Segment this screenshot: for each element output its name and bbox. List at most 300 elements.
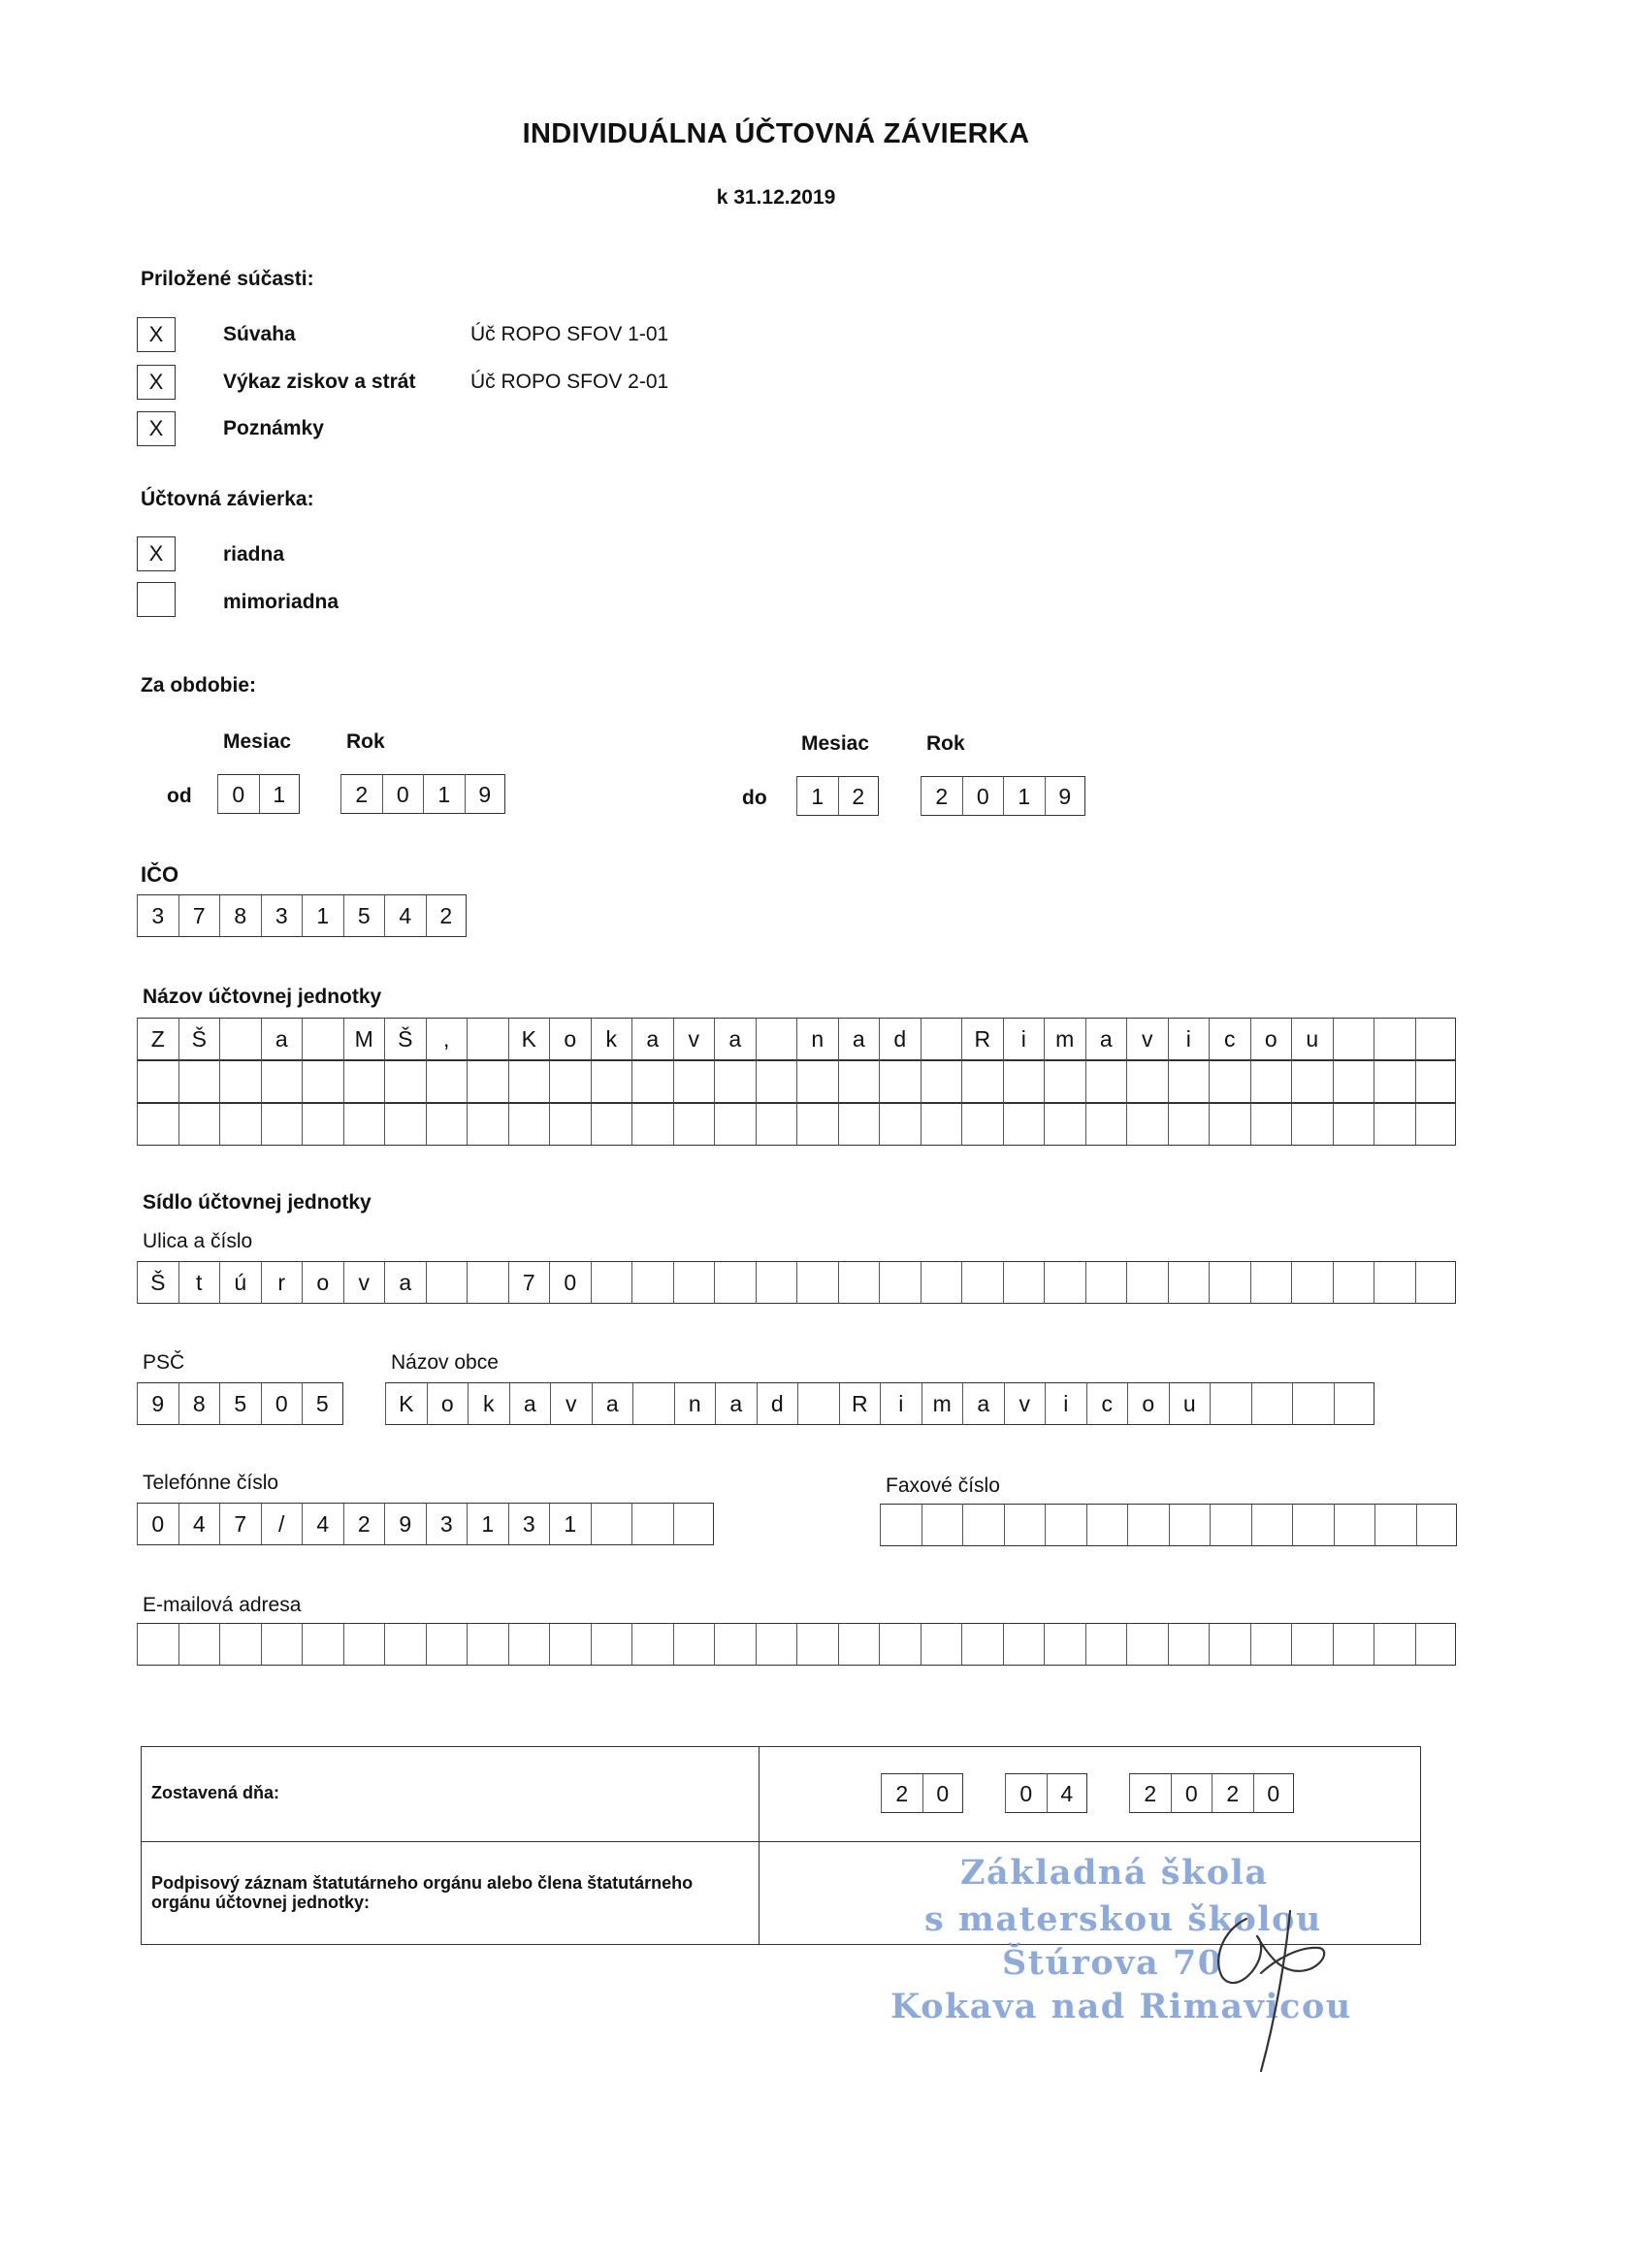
char-cell[interactable]: o	[1127, 1382, 1169, 1425]
handwritten-signature	[1193, 1901, 1358, 2076]
char-cell[interactable]	[591, 1060, 632, 1103]
char-cell[interactable]	[1374, 1103, 1415, 1146]
char-cell[interactable]	[1126, 1103, 1168, 1146]
char-cell[interactable]	[879, 1103, 921, 1146]
report-date: k 31.12.2019	[716, 186, 836, 209]
city-field[interactable]	[385, 1382, 1374, 1425]
digit-cell[interactable]: 2	[838, 776, 880, 816]
char-cell[interactable]	[1085, 1060, 1127, 1103]
char-cell[interactable]	[1209, 1103, 1250, 1146]
char-cell[interactable]: R	[839, 1382, 881, 1425]
char-cell[interactable]: K	[385, 1382, 427, 1425]
compiled-year-field[interactable]	[1129, 1773, 1294, 1813]
char-cell[interactable]: 7	[219, 1503, 261, 1545]
char-cell[interactable]	[796, 1060, 838, 1103]
char-cell[interactable]	[591, 1261, 632, 1304]
char-cell[interactable]: a	[592, 1382, 633, 1425]
char-cell[interactable]	[219, 1623, 261, 1666]
char-cell[interactable]: i	[1045, 1382, 1086, 1425]
char-cell[interactable]	[879, 1060, 921, 1103]
char-cell[interactable]: a	[962, 1382, 1004, 1425]
fax-field[interactable]	[880, 1504, 1457, 1546]
char-cell[interactable]	[961, 1623, 1003, 1666]
char-cell[interactable]	[261, 1103, 303, 1146]
psc-field[interactable]	[137, 1382, 343, 1425]
char-cell[interactable]	[838, 1261, 880, 1304]
char-cell[interactable]: n	[674, 1382, 716, 1425]
char-cell[interactable]	[261, 1623, 303, 1666]
char-cell[interactable]	[1168, 1261, 1210, 1304]
char-cell[interactable]: n	[796, 1018, 838, 1060]
char-cell[interactable]	[1210, 1504, 1251, 1546]
char-cell[interactable]: v	[1126, 1018, 1168, 1060]
to-label: do	[742, 787, 767, 809]
char-cell[interactable]	[508, 1623, 550, 1666]
from-month-label: Mesiac	[223, 730, 292, 753]
suvaha-label: Súvaha	[223, 323, 296, 345]
char-cell[interactable]: m	[922, 1382, 963, 1425]
char-cell[interactable]	[137, 1060, 178, 1103]
checkbox-poznamky[interactable]: X	[137, 411, 176, 446]
char-cell[interactable]	[1209, 1623, 1250, 1666]
char-cell[interactable]: R	[961, 1018, 1003, 1060]
char-cell[interactable]	[384, 1623, 426, 1666]
char-cell[interactable]	[508, 1103, 550, 1146]
char-cell[interactable]: 7	[508, 1261, 550, 1304]
char-cell[interactable]: a	[384, 1261, 426, 1304]
checkbox-riadna[interactable]: X	[137, 536, 176, 571]
char-cell[interactable]	[879, 1623, 921, 1666]
digit-cell[interactable]: 1	[796, 776, 838, 816]
char-cell[interactable]	[343, 1060, 385, 1103]
char-cell[interactable]	[1126, 1261, 1168, 1304]
char-cell[interactable]	[756, 1261, 797, 1304]
char-cell[interactable]	[467, 1261, 508, 1304]
char-cell[interactable]: 8	[219, 894, 261, 937]
digit-cell[interactable]: 2	[921, 776, 962, 816]
char-cell[interactable]	[1291, 1060, 1333, 1103]
char-cell[interactable]: 4	[178, 1503, 220, 1545]
char-cell[interactable]	[838, 1060, 880, 1103]
char-cell[interactable]: t	[178, 1261, 220, 1304]
char-cell[interactable]	[673, 1503, 715, 1545]
char-cell[interactable]	[796, 1623, 838, 1666]
char-cell[interactable]	[1003, 1623, 1045, 1666]
digit-cell[interactable]: 0	[217, 774, 259, 814]
char-cell[interactable]	[467, 1623, 508, 1666]
table-divider	[759, 1747, 760, 1944]
char-cell[interactable]	[714, 1623, 756, 1666]
char-cell[interactable]	[838, 1623, 880, 1666]
char-cell[interactable]: a	[714, 1018, 756, 1060]
char-cell[interactable]: k	[468, 1382, 509, 1425]
char-cell[interactable]	[714, 1261, 756, 1304]
char-cell[interactable]: d	[879, 1018, 921, 1060]
char-cell[interactable]	[1333, 1018, 1374, 1060]
char-cell[interactable]	[302, 1623, 343, 1666]
char-cell[interactable]	[673, 1060, 715, 1103]
to-month-field[interactable]	[796, 776, 879, 816]
char-cell[interactable]: 2	[426, 894, 468, 937]
char-cell[interactable]: Š	[384, 1018, 426, 1060]
char-cell[interactable]	[962, 1504, 1004, 1546]
char-cell[interactable]	[756, 1018, 797, 1060]
char-cell[interactable]	[1333, 1261, 1374, 1304]
digit-cell[interactable]: 0	[962, 776, 1004, 816]
city-label: Názov obce	[391, 1351, 499, 1374]
char-cell[interactable]	[1003, 1261, 1045, 1304]
char-cell[interactable]	[756, 1060, 797, 1103]
fax-label: Faxové číslo	[886, 1474, 1000, 1497]
char-cell[interactable]	[673, 1623, 715, 1666]
char-cell[interactable]	[1168, 1623, 1210, 1666]
char-cell[interactable]	[673, 1261, 715, 1304]
char-cell[interactable]	[1045, 1504, 1086, 1546]
checkbox-suvaha[interactable]: X	[137, 317, 176, 352]
char-cell[interactable]	[1085, 1103, 1127, 1146]
char-cell[interactable]	[838, 1103, 880, 1146]
char-cell[interactable]	[1168, 1060, 1210, 1103]
char-cell[interactable]	[1251, 1382, 1293, 1425]
char-cell[interactable]: d	[757, 1382, 798, 1425]
digit-cell[interactable]: 2	[881, 1773, 922, 1813]
checkbox-mimoriadna[interactable]	[137, 582, 176, 617]
char-cell[interactable]: v	[673, 1018, 715, 1060]
char-cell[interactable]: 5	[343, 894, 385, 937]
char-cell[interactable]	[508, 1060, 550, 1103]
char-cell[interactable]	[1168, 1103, 1210, 1146]
char-cell[interactable]	[756, 1623, 797, 1666]
char-cell[interactable]	[1044, 1060, 1085, 1103]
char-cell[interactable]: a	[509, 1382, 551, 1425]
char-cell[interactable]	[961, 1103, 1003, 1146]
char-cell[interactable]	[549, 1623, 591, 1666]
entity-name-row[interactable]	[137, 1018, 1456, 1060]
char-cell[interactable]	[426, 1623, 468, 1666]
char-cell[interactable]: /	[261, 1503, 303, 1545]
char-cell[interactable]	[384, 1060, 426, 1103]
char-cell[interactable]	[178, 1060, 220, 1103]
char-cell[interactable]: 1	[302, 894, 343, 937]
char-cell[interactable]	[1374, 1018, 1415, 1060]
to-month-label: Mesiac	[801, 732, 870, 755]
ico-label: IČO	[141, 862, 179, 887]
char-cell[interactable]: 5	[302, 1382, 343, 1425]
char-cell[interactable]	[591, 1623, 632, 1666]
char-cell[interactable]	[219, 1103, 261, 1146]
char-cell[interactable]	[1374, 1060, 1415, 1103]
char-cell[interactable]: 9	[137, 1382, 178, 1425]
digit-cell[interactable]: 0	[1005, 1773, 1047, 1813]
char-cell[interactable]	[384, 1103, 426, 1146]
poznamky-label: Poznámky	[223, 417, 324, 439]
char-cell[interactable]	[880, 1504, 922, 1546]
char-cell[interactable]: 0	[137, 1503, 178, 1545]
ico-field[interactable]	[137, 894, 467, 937]
char-cell[interactable]	[1126, 1623, 1168, 1666]
char-cell[interactable]	[1333, 1060, 1374, 1103]
char-cell[interactable]: 9	[384, 1503, 426, 1545]
char-cell[interactable]: 4	[302, 1503, 343, 1545]
char-cell[interactable]	[426, 1103, 468, 1146]
char-cell[interactable]	[1292, 1382, 1334, 1425]
char-cell[interactable]: k	[591, 1018, 632, 1060]
char-cell[interactable]	[591, 1503, 632, 1545]
char-cell[interactable]	[921, 1060, 962, 1103]
char-cell[interactable]	[796, 1261, 838, 1304]
char-cell[interactable]	[1291, 1623, 1333, 1666]
phone-label: Telefónne číslo	[143, 1472, 279, 1494]
char-cell[interactable]	[343, 1623, 385, 1666]
char-cell[interactable]: a	[838, 1018, 880, 1060]
char-cell[interactable]: 7	[178, 894, 220, 937]
char-cell[interactable]	[961, 1261, 1003, 1304]
char-cell[interactable]	[1127, 1504, 1169, 1546]
char-cell[interactable]	[1126, 1060, 1168, 1103]
char-cell[interactable]: ú	[219, 1261, 261, 1304]
from-month-field[interactable]	[217, 774, 300, 814]
char-cell[interactable]: i	[880, 1382, 922, 1425]
char-cell[interactable]: Š	[178, 1018, 220, 1060]
char-cell[interactable]	[1334, 1382, 1375, 1425]
char-cell[interactable]	[426, 1060, 468, 1103]
char-cell[interactable]	[1251, 1504, 1293, 1546]
char-cell[interactable]	[261, 1060, 303, 1103]
char-cell[interactable]	[302, 1018, 343, 1060]
digit-cell[interactable]: 0	[382, 774, 424, 814]
char-cell[interactable]: i	[1003, 1018, 1045, 1060]
char-cell[interactable]	[1210, 1382, 1251, 1425]
digit-cell[interactable]: 1	[259, 774, 301, 814]
char-cell[interactable]: 1	[549, 1503, 591, 1545]
char-cell[interactable]	[1169, 1504, 1211, 1546]
char-cell[interactable]	[1374, 1504, 1416, 1546]
char-cell[interactable]	[219, 1018, 261, 1060]
char-cell[interactable]: a	[1085, 1018, 1127, 1060]
char-cell[interactable]: 2	[343, 1503, 385, 1545]
char-cell[interactable]	[1085, 1261, 1127, 1304]
char-cell[interactable]	[137, 1103, 178, 1146]
digit-cell[interactable]: 1	[1003, 776, 1045, 816]
char-cell[interactable]	[921, 1018, 962, 1060]
from-year-label: Rok	[346, 730, 385, 753]
char-cell[interactable]	[343, 1103, 385, 1146]
char-cell[interactable]	[631, 1103, 673, 1146]
char-cell[interactable]: a	[715, 1382, 757, 1425]
digit-cell[interactable]: 0	[1253, 1773, 1295, 1813]
char-cell[interactable]: m	[1044, 1018, 1085, 1060]
stamp-line-2: s materskou školou	[924, 1899, 1322, 1939]
char-cell[interactable]: r	[261, 1261, 303, 1304]
from-label: od	[167, 785, 192, 807]
char-cell[interactable]	[549, 1060, 591, 1103]
char-cell[interactable]	[714, 1103, 756, 1146]
char-cell[interactable]	[673, 1103, 715, 1146]
char-cell[interactable]: 3	[508, 1503, 550, 1545]
char-cell[interactable]	[1291, 1103, 1333, 1146]
char-cell[interactable]: o	[427, 1382, 469, 1425]
char-cell[interactable]	[1004, 1504, 1046, 1546]
char-cell[interactable]	[1250, 1103, 1292, 1146]
char-cell[interactable]: K	[508, 1018, 550, 1060]
char-cell[interactable]: i	[1168, 1018, 1210, 1060]
char-cell[interactable]: a	[261, 1018, 303, 1060]
digit-cell[interactable]: 9	[465, 774, 506, 814]
char-cell[interactable]	[1333, 1623, 1374, 1666]
char-cell[interactable]: c	[1086, 1382, 1128, 1425]
char-cell[interactable]	[1044, 1103, 1085, 1146]
riadna-label: riadna	[223, 543, 285, 566]
char-cell[interactable]	[1044, 1261, 1085, 1304]
char-cell[interactable]	[631, 1060, 673, 1103]
char-cell[interactable]	[632, 1382, 674, 1425]
char-cell[interactable]	[1044, 1623, 1085, 1666]
seat-label: Sídlo účtovnej jednotky	[143, 1191, 372, 1214]
street-label: Ulica a číslo	[143, 1230, 253, 1252]
char-cell[interactable]	[1085, 1623, 1127, 1666]
char-cell[interactable]: M	[343, 1018, 385, 1060]
char-cell[interactable]: o	[549, 1018, 591, 1060]
char-cell[interactable]	[921, 1261, 962, 1304]
char-cell[interactable]	[1415, 1623, 1457, 1666]
char-cell[interactable]: a	[631, 1018, 673, 1060]
char-cell[interactable]: 0	[549, 1261, 591, 1304]
char-cell[interactable]: 0	[261, 1382, 303, 1425]
char-cell[interactable]: 1	[467, 1503, 508, 1545]
signature-label: Podpisový záznam štatutárneho orgánu alebo člena štatutárneho orgánu účtovnej jednotky:	[151, 1873, 694, 1912]
char-cell[interactable]: ,	[426, 1018, 468, 1060]
char-cell[interactable]	[178, 1103, 220, 1146]
to-year-field[interactable]	[921, 776, 1085, 816]
char-cell[interactable]: o	[302, 1261, 343, 1304]
char-cell[interactable]	[1333, 1103, 1374, 1146]
char-cell[interactable]	[219, 1060, 261, 1103]
char-cell[interactable]	[961, 1060, 1003, 1103]
from-year-field[interactable]	[340, 774, 505, 814]
char-cell[interactable]	[714, 1060, 756, 1103]
char-cell[interactable]	[1415, 1060, 1457, 1103]
email-label: E-mailová adresa	[143, 1594, 302, 1616]
suvaha-code: Úč ROPO SFOV 1-01	[470, 323, 669, 345]
entity-name-row[interactable]	[137, 1103, 1456, 1146]
street-field[interactable]	[137, 1261, 1456, 1304]
char-cell[interactable]	[137, 1623, 178, 1666]
char-cell[interactable]	[1250, 1623, 1292, 1666]
char-cell[interactable]	[922, 1504, 963, 1546]
compiled-day-field[interactable]	[881, 1773, 963, 1813]
char-cell[interactable]: 3	[137, 894, 178, 937]
digit-cell[interactable]: 2	[1129, 1773, 1171, 1813]
char-cell[interactable]: u	[1169, 1382, 1211, 1425]
char-cell[interactable]: 4	[384, 894, 426, 937]
statement-type-label: Účtovná závierka:	[141, 488, 314, 510]
digit-cell[interactable]: 2	[1212, 1773, 1253, 1813]
to-year-label: Rok	[926, 732, 965, 755]
char-cell[interactable]	[879, 1261, 921, 1304]
entity-name-row[interactable]	[137, 1060, 1456, 1103]
char-cell[interactable]	[921, 1623, 962, 1666]
digit-cell[interactable]: 4	[1047, 1773, 1088, 1813]
digit-cell[interactable]: 0	[922, 1773, 964, 1813]
char-cell[interactable]: o	[1250, 1018, 1292, 1060]
period-label: Za obdobie:	[141, 674, 256, 697]
char-cell[interactable]: u	[1291, 1018, 1333, 1060]
char-cell[interactable]	[1415, 1018, 1457, 1060]
digit-cell[interactable]: 2	[340, 774, 382, 814]
char-cell[interactable]: v	[1004, 1382, 1046, 1425]
char-cell[interactable]	[1209, 1261, 1250, 1304]
attachments-label: Priložené súčasti:	[141, 268, 314, 290]
char-cell[interactable]	[1086, 1504, 1128, 1546]
char-cell[interactable]	[1291, 1261, 1333, 1304]
entity-name-field[interactable]	[137, 1018, 1456, 1146]
char-cell[interactable]	[796, 1103, 838, 1146]
char-cell[interactable]	[1209, 1060, 1250, 1103]
stamp-line-4: Kokava nad Rimavicou	[890, 1987, 1352, 2026]
char-cell[interactable]	[467, 1103, 508, 1146]
char-cell[interactable]	[1374, 1623, 1415, 1666]
char-cell[interactable]	[797, 1382, 839, 1425]
char-cell[interactable]	[921, 1103, 962, 1146]
char-cell[interactable]: c	[1209, 1018, 1250, 1060]
mimoriadna-label: mimoriadna	[223, 591, 340, 613]
char-cell[interactable]: 5	[219, 1382, 261, 1425]
char-cell[interactable]	[302, 1060, 343, 1103]
digit-cell[interactable]: 9	[1045, 776, 1086, 816]
char-cell[interactable]: Z	[137, 1018, 178, 1060]
char-cell[interactable]: Š	[137, 1261, 178, 1304]
char-cell[interactable]	[467, 1060, 508, 1103]
stamp-line-1: Základná škola	[960, 1853, 1269, 1893]
char-cell[interactable]: 3	[261, 894, 303, 937]
char-cell[interactable]	[1250, 1261, 1292, 1304]
entity-name-label: Názov účtovnej jednotky	[143, 986, 382, 1008]
char-cell[interactable]	[631, 1503, 673, 1545]
char-cell[interactable]	[1003, 1103, 1045, 1146]
char-cell[interactable]	[467, 1018, 508, 1060]
email-field[interactable]	[137, 1623, 1456, 1666]
char-cell[interactable]	[591, 1103, 632, 1146]
char-cell[interactable]: v	[343, 1261, 385, 1304]
phone-field[interactable]	[137, 1503, 714, 1545]
char-cell[interactable]	[756, 1103, 797, 1146]
char-cell[interactable]	[1003, 1060, 1045, 1103]
char-cell[interactable]	[178, 1623, 220, 1666]
checkbox-vykaz[interactable]: X	[137, 365, 176, 400]
char-cell[interactable]	[1334, 1504, 1375, 1546]
stamp-line-3: Štúrova 70	[1002, 1943, 1223, 1983]
char-cell[interactable]	[1416, 1504, 1458, 1546]
page-title: INDIVIDUÁLNA ÚČTOVNÁ ZÁVIERKA	[522, 118, 1030, 149]
char-cell[interactable]	[1374, 1261, 1415, 1304]
digit-cell[interactable]: 1	[423, 774, 465, 814]
vykaz-label: Výkaz ziskov a strát	[223, 371, 416, 393]
char-cell[interactable]	[1292, 1504, 1334, 1546]
char-cell[interactable]	[631, 1623, 673, 1666]
char-cell[interactable]	[549, 1103, 591, 1146]
char-cell[interactable]	[1415, 1103, 1457, 1146]
char-cell[interactable]	[1415, 1261, 1457, 1304]
char-cell[interactable]: 3	[426, 1503, 468, 1545]
char-cell[interactable]	[631, 1261, 673, 1304]
char-cell[interactable]	[426, 1261, 468, 1304]
compiled-month-field[interactable]	[1005, 1773, 1087, 1813]
digit-cell[interactable]: 0	[1171, 1773, 1212, 1813]
char-cell[interactable]: 8	[178, 1382, 220, 1425]
char-cell[interactable]	[302, 1103, 343, 1146]
char-cell[interactable]: v	[550, 1382, 592, 1425]
char-cell[interactable]	[1250, 1060, 1292, 1103]
